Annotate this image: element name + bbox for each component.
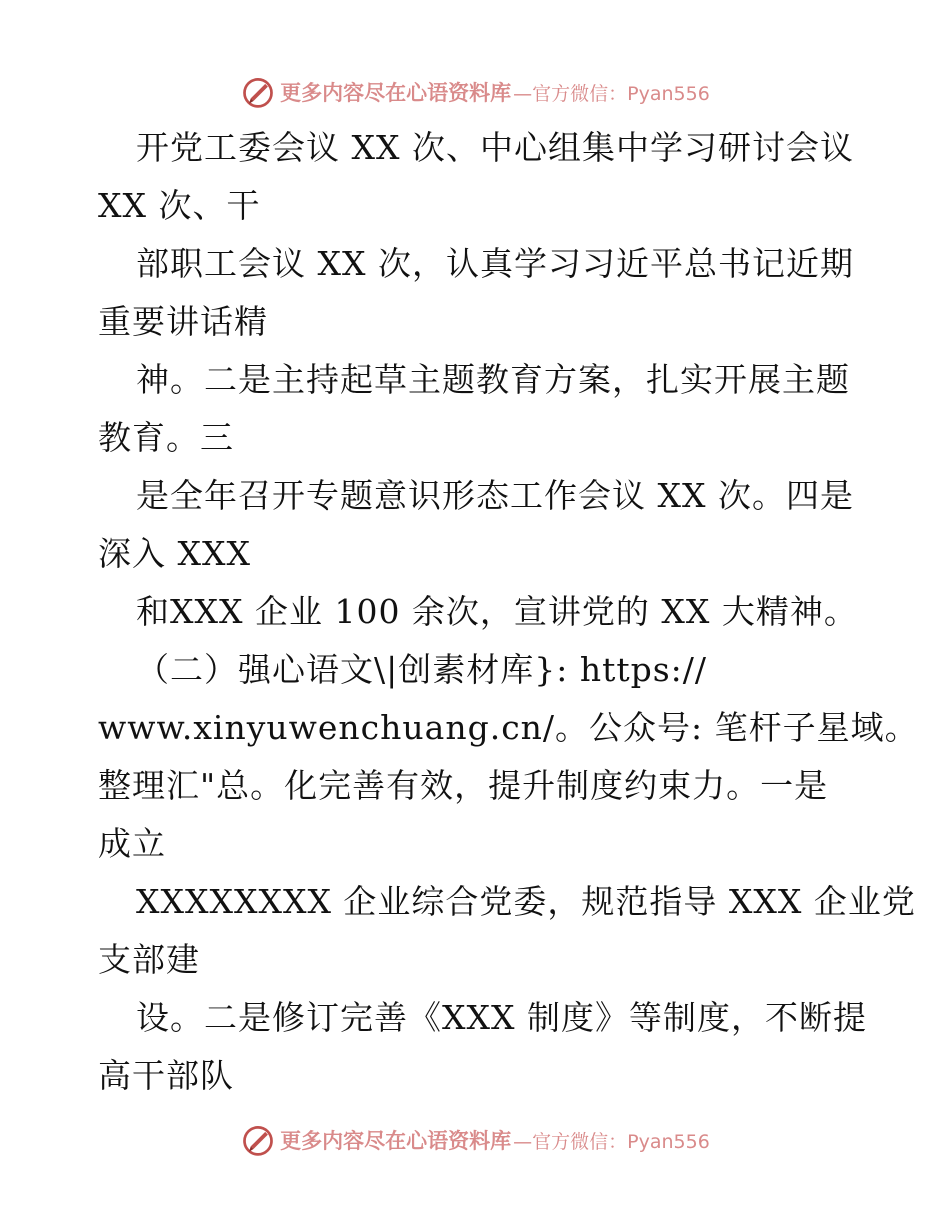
- text-line: （二）强心语文\|创素材库}: https://: [136, 650, 708, 689]
- text-line: 开党工委会议 XX 次、中心组集中学习研讨会议: [136, 128, 854, 167]
- text-line: XXXXXXXX 企业综合党委，规范指导 XXX 企业党: [136, 882, 916, 921]
- text-line: 整理汇"总。化完善有效，提升制度约束力。一是: [98, 766, 829, 805]
- pen-logo-icon: [240, 74, 276, 110]
- header-banner: [0, 72, 950, 112]
- text-line: XX 次、干: [98, 186, 261, 225]
- footer-contact: —官方微信：Pyan556: [513, 1130, 710, 1153]
- text-line: 设。二是修订完善《XXX 制度》等制度，不断提: [136, 998, 867, 1037]
- text-line: 高干部队: [98, 1056, 234, 1095]
- header-title: 更多内容尽在心语资料库: [280, 80, 512, 105]
- text-line: 部职工会议 XX 次，认真学习习近平总书记近期: [136, 244, 854, 283]
- text-line: 重要讲话精: [98, 302, 268, 341]
- text-line: 成立: [98, 824, 166, 863]
- text-line: 神。二是主持起草主题教育方案，扎实开展主题: [136, 360, 850, 399]
- text-line: 是全年召开专题意识形态工作会议 XX 次。四是: [136, 476, 854, 515]
- text-line: 深入 XXX: [98, 534, 251, 573]
- text-line: www.xinyuwenchuang.cn/。公众号: 笔杆子星域。: [98, 708, 919, 747]
- text-line: 支部建: [98, 940, 200, 979]
- text-line: 教育。三: [98, 418, 234, 457]
- footer-title: 更多内容尽在心语资料库: [280, 1128, 512, 1153]
- header-contact: —官方微信：Pyan556: [513, 82, 710, 105]
- text-line: 和XXX 企业 100 余次，宣讲党的 XX 大精神。: [136, 592, 858, 631]
- pen-logo-icon: [240, 1122, 276, 1158]
- footer-banner: [0, 1120, 950, 1160]
